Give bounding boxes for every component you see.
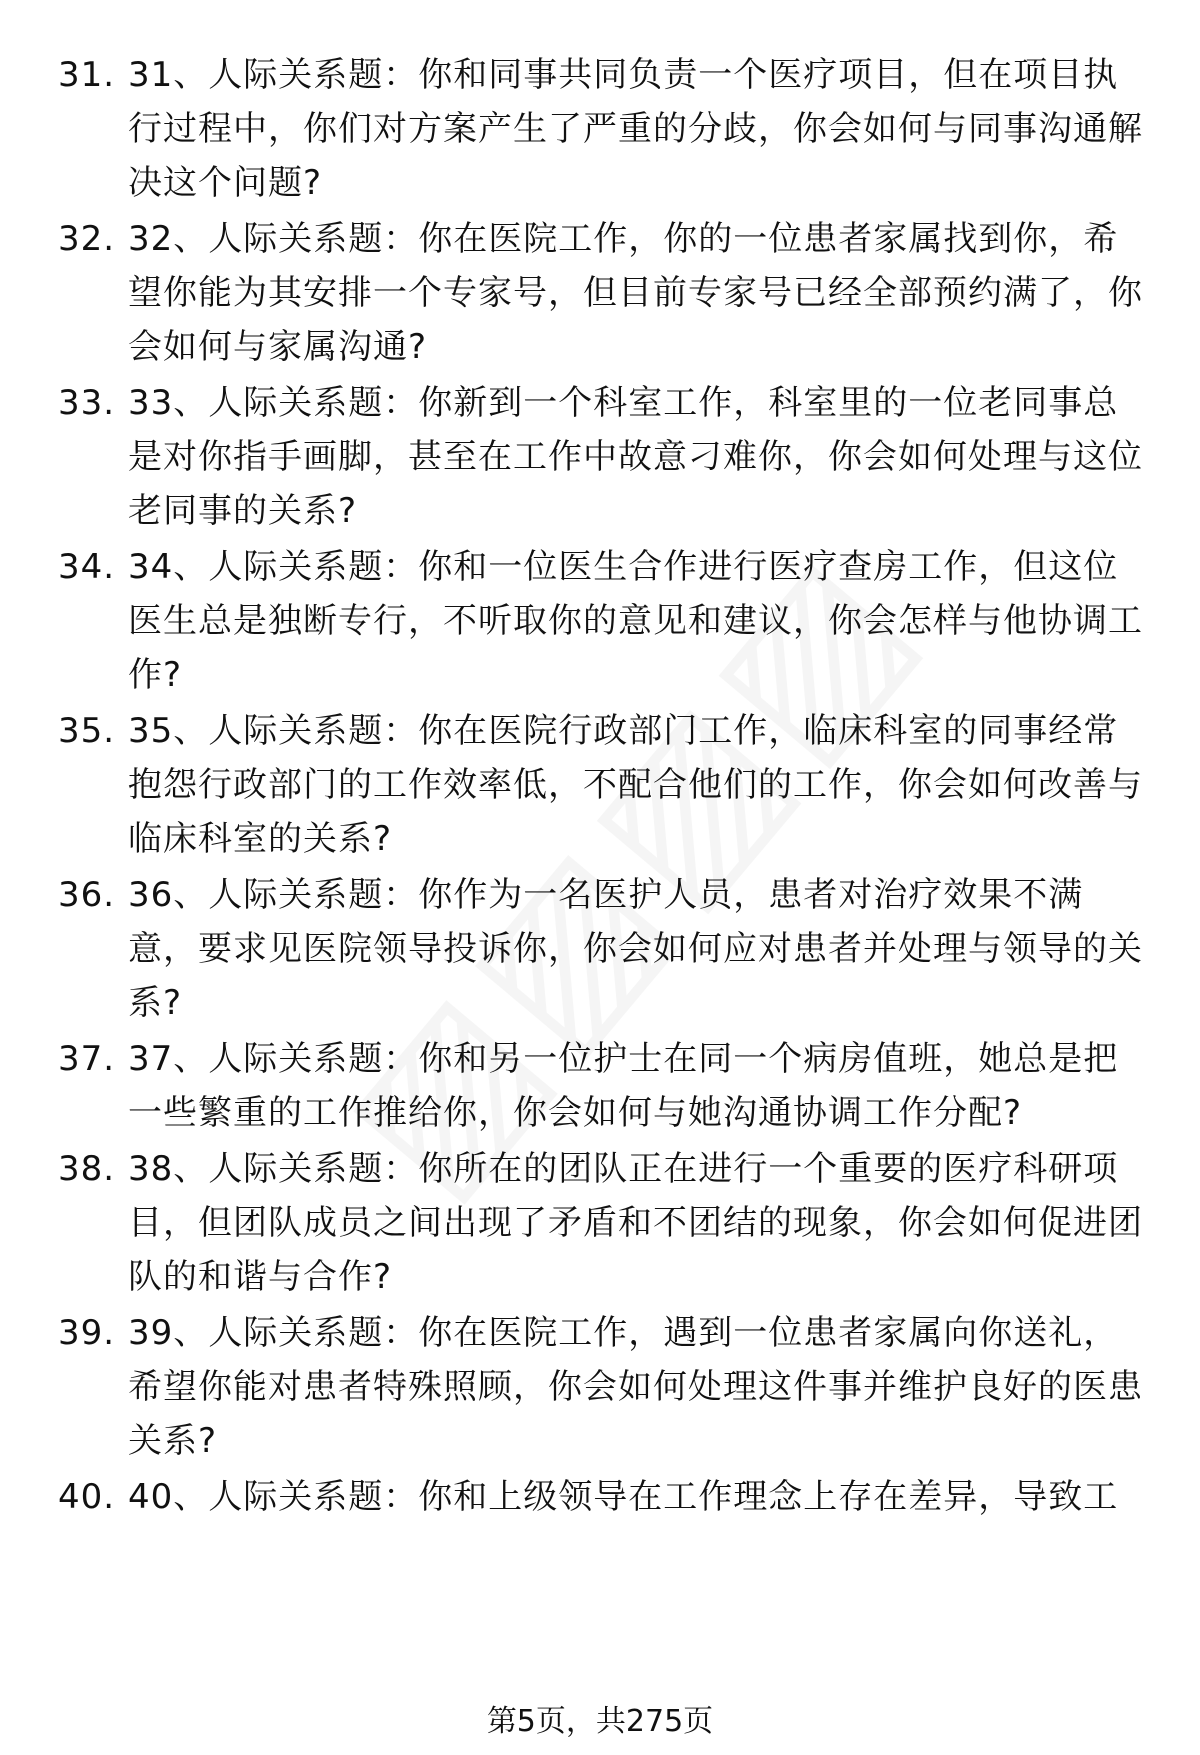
- question-number: 37.: [58, 1039, 116, 1079]
- question-number: 34.: [58, 547, 116, 587]
- page-footer: 第5页，共275页: [486, 1704, 714, 1739]
- question-number: 40.: [58, 1477, 116, 1517]
- question-text: 40、人际关系题：你和上级领导在工作理念上存在差异，导致工: [128, 1477, 1119, 1517]
- question-number: 38.: [58, 1149, 116, 1189]
- question-text: 38、人际关系题：你所在的团队正在进行一个重要的医疗科研项目，但团队成员之间出现了矛盾和不团结的现象，你会如何促进团队的和谐与合作?: [128, 1149, 1143, 1297]
- question-number: 36.: [58, 875, 116, 915]
- question-number: 39.: [58, 1313, 116, 1353]
- question-text: 37、人际关系题：你和另一位护士在同一个病房值班，她总是把一些繁重的工作推给你，你会如何与她沟通协调工作分配?: [128, 1039, 1119, 1133]
- question-text: 34、人际关系题：你和一位医生合作进行医疗查房工作，但这位医生总是独断专行，不听取你的意见和建议，你会怎样与他协调工作?: [128, 547, 1143, 695]
- question-number: 32.: [58, 219, 116, 259]
- question-number: 35.: [58, 711, 116, 751]
- question-number: 31.: [58, 55, 116, 95]
- question-text: 31、人际关系题：你和同事共同负责一个医疗项目，但在项目执行过程中，你们对方案产生了严重的分歧，你会如何与同事沟通解决这个问题?: [128, 55, 1143, 203]
- question-text: 32、人际关系题：你在医院工作，你的一位患者家属找到你，希望你能为其安排一个专家号，但目前专家号已经全部预约满了，你会如何与家属沟通?: [128, 219, 1143, 367]
- question-text: 39、人际关系题：你在医院工作，遇到一位患者家属向你送礼，希望你能对患者特殊照顾，你会如何处理这件事并维护良好的医患关系?: [128, 1313, 1143, 1461]
- question-number: 33.: [58, 383, 116, 423]
- question-text: 33、人际关系题：你新到一个科室工作，科室里的一位老同事总是对你指手画脚，甚至在工作中故意刁难你，你会如何处理与这位老同事的关系?: [128, 383, 1143, 531]
- question-text: 36、人际关系题：你作为一名医护人员，患者对治疗效果不满意，要求见医院领导投诉你，你会如何应对患者并处理与领导的关系?: [128, 875, 1143, 1023]
- question-text: 35、人际关系题：你在医院行政部门工作，临床科室的同事经常抱怨行政部门的工作效率低，不配合他们的工作，你会如何改善与临床科室的关系?: [128, 711, 1143, 859]
